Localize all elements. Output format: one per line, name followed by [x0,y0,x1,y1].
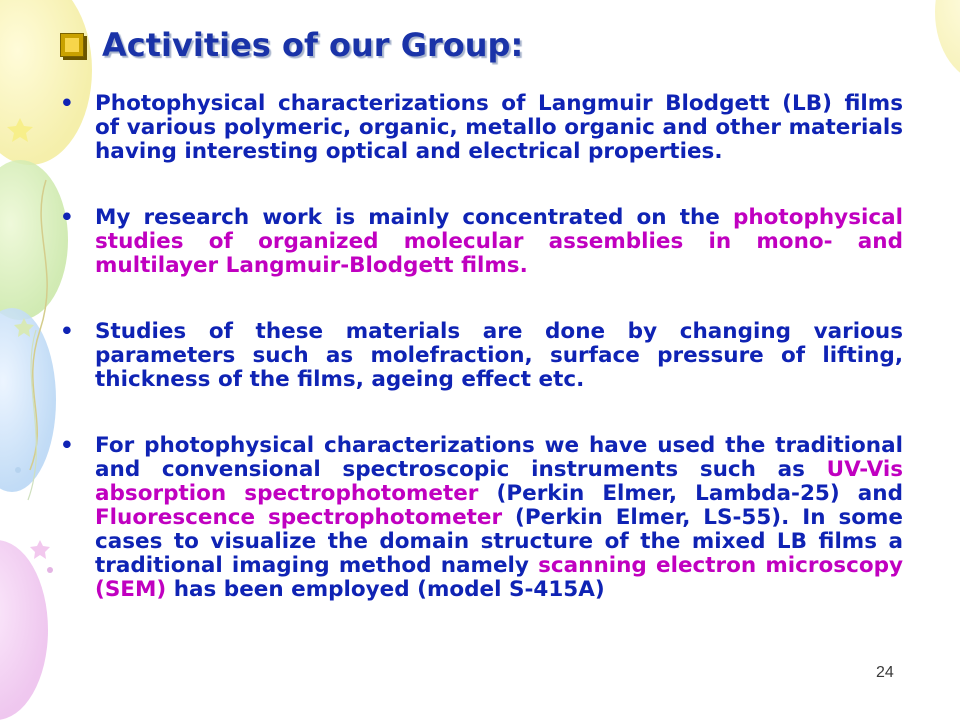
dot-decoration [47,567,53,573]
bullet-dot-icon: • [60,319,74,344]
highlighted-text: photophysical studies of organized molecular assemblies in mono- and multilayer Langmuir-Blodgett films. [95,205,903,278]
highlighted-instrument-fluorescence: Fluorescence spectrophotometer [95,505,503,530]
bullet-dot-icon: • [60,433,74,458]
checkbox-bullet-icon [60,33,84,57]
bullet-item [58,434,903,602]
bullet-text: My research work is mainly concentrated on the [95,205,733,230]
bullet-dot-icon: • [60,205,74,230]
slide-title [60,26,523,64]
slide-title-text: Activities of our Group: [102,26,524,64]
bullet-list [58,92,903,602]
dot-decoration [15,467,21,473]
purple-balloon-shape [0,540,48,720]
bullet-dot-icon: • [60,91,74,116]
bullet-text: For photophysical characterizations we have used the traditional and convensional spectroscopic instruments such as [95,433,903,482]
highlighted-method-sem: scanning electron microscopy (SEM) [95,553,904,602]
bullet-text: Photophysical characterizations of Langmuir Blodgett (LB) films of various polymeric, organic, metallo organic and other materials having interesting optical and electrical properties. [95,91,903,164]
bullet-text: Studies of these materials are done by changing various parameters such as molefraction, surface pressure of lifting, thickness of the films, ageing effect etc. [95,319,903,392]
star-decoration [30,540,50,559]
bullet-item [58,206,903,278]
highlighted-instrument-uvvis: UV-Vis absorption spectrophotometer [95,457,903,506]
bullet-text: has been employed (model S-415A) [166,577,605,602]
bullet-text: (Perkin Elmer, Lambda-25) and [478,481,904,506]
bullet-item [58,92,903,164]
bullet-item [58,320,903,392]
page-number: 24 [876,664,894,681]
yellow-balloon-shape-right [935,0,960,82]
bullet-text: (Perkin Elmer, LS-55). In some cases to visualize the domain structure of the mixed LB films a traditional imaging method namely [95,505,903,578]
